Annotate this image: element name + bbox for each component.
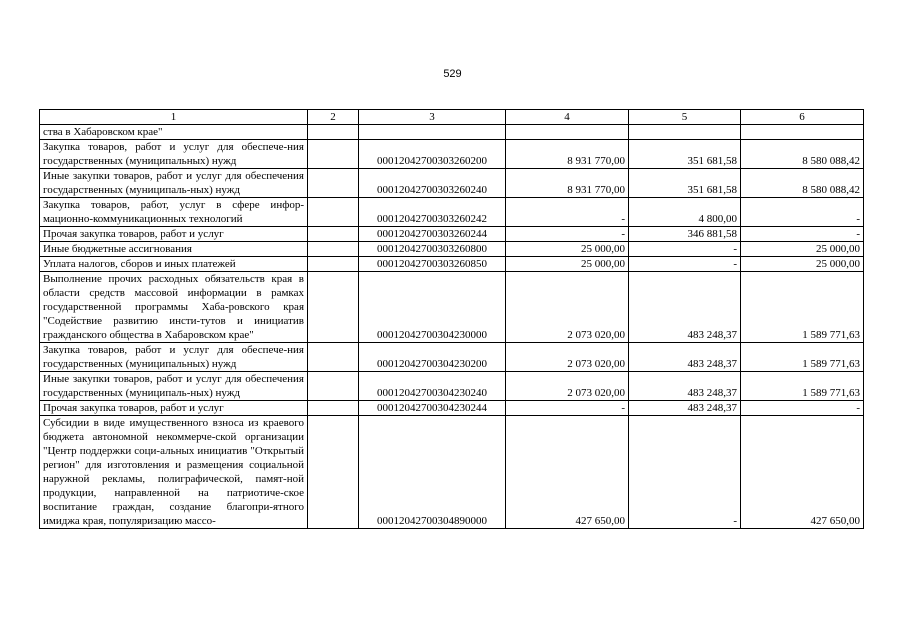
- row-code-cell: 00012042700303260200: [359, 140, 506, 169]
- page-number: 529: [443, 68, 462, 80]
- row-col2-cell: [308, 140, 359, 169]
- row-col2-cell: [308, 198, 359, 227]
- column-header-3: 3: [359, 110, 506, 125]
- row-value-4-cell: 25 000,00: [506, 257, 629, 272]
- row-name-cell: ства в Хабаровском крае": [40, 125, 308, 140]
- row-value-4-cell: 8 931 770,00: [506, 140, 629, 169]
- row-name-cell: Прочая закупка товаров, работ и услуг: [40, 401, 308, 416]
- row-value-6-cell: [741, 125, 864, 140]
- row-col2-cell: [308, 401, 359, 416]
- table-row: [40, 343, 864, 372]
- table-row: [40, 198, 864, 227]
- row-value-4-cell: -: [506, 227, 629, 242]
- row-col2-cell: [308, 416, 359, 529]
- table-row: [40, 227, 864, 242]
- table-row: [40, 125, 864, 140]
- row-col2-cell: [308, 125, 359, 140]
- row-value-4-cell: 2 073 020,00: [506, 272, 629, 343]
- row-value-5-cell: 483 248,37: [629, 401, 741, 416]
- row-value-5-cell: -: [629, 257, 741, 272]
- row-value-4-cell: 8 931 770,00: [506, 169, 629, 198]
- row-value-4-cell: 25 000,00: [506, 242, 629, 257]
- table-row: [40, 257, 864, 272]
- row-name-cell: Субсидии в виде имущественного взноса из краевого бюджета автономной некоммерче-ской организации "Центр поддержки соци-альных инициатив "Открытый регион" для изготовления и размещения социальной наружной рекламы, полиграфической, памят-ной продукции, направленной на патриотиче-ское воспитание граждан, создание благопри-ятного имиджа края, популяризацию массо-: [40, 416, 308, 529]
- row-value-4-cell: -: [506, 401, 629, 416]
- row-value-6-cell: 1 589 771,63: [741, 343, 864, 372]
- table-body: [40, 125, 864, 529]
- row-value-5-cell: [629, 125, 741, 140]
- row-code-cell: 00012042700304890000: [359, 416, 506, 529]
- row-value-5-cell: 346 881,58: [629, 227, 741, 242]
- row-value-6-cell: 1 589 771,63: [741, 372, 864, 401]
- row-value-5-cell: 351 681,58: [629, 169, 741, 198]
- row-value-6-cell: -: [741, 227, 864, 242]
- row-value-4-cell: 2 073 020,00: [506, 343, 629, 372]
- row-col2-cell: [308, 372, 359, 401]
- row-value-6-cell: -: [741, 401, 864, 416]
- row-name-cell: Закупка товаров, работ и услуг для обеспече-ния государственных (муниципальных) нужд: [40, 140, 308, 169]
- table-row: [40, 140, 864, 169]
- row-value-5-cell: 4 800,00: [629, 198, 741, 227]
- column-header-4: 4: [506, 110, 629, 125]
- row-value-6-cell: 427 650,00: [741, 416, 864, 529]
- row-value-6-cell: 25 000,00: [741, 242, 864, 257]
- row-code-cell: 00012042700304230244: [359, 401, 506, 416]
- row-value-5-cell: 483 248,37: [629, 343, 741, 372]
- row-code-cell: 00012042700304230200: [359, 343, 506, 372]
- row-code-cell: 00012042700303260800: [359, 242, 506, 257]
- row-value-6-cell: 8 580 088,42: [741, 140, 864, 169]
- row-value-4-cell: 427 650,00: [506, 416, 629, 529]
- row-code-cell: 00012042700303260850: [359, 257, 506, 272]
- row-col2-cell: [308, 242, 359, 257]
- row-name-cell: Иные бюджетные ассигнования: [40, 242, 308, 257]
- row-col2-cell: [308, 169, 359, 198]
- row-col2-cell: [308, 343, 359, 372]
- row-name-cell: Иные закупки товаров, работ и услуг для обеспечения государственных (муниципаль-ных) нужд: [40, 169, 308, 198]
- row-value-4-cell: 2 073 020,00: [506, 372, 629, 401]
- row-name-cell: Выполнение прочих расходных обязательств края в области средств массовой информации в рамках государственной программы Хаба-ровского края "Содействие развитию инсти-тутов и инициатив гражданского общества в Хабаровском крае": [40, 272, 308, 343]
- row-code-cell: 00012042700303260244: [359, 227, 506, 242]
- budget-table: [39, 109, 864, 529]
- row-value-5-cell: -: [629, 416, 741, 529]
- header-row: [40, 110, 864, 125]
- row-code-cell: 00012042700304230240: [359, 372, 506, 401]
- row-name-cell: Иные закупки товаров, работ и услуг для обеспечения государственных (муниципаль-ных) нужд: [40, 372, 308, 401]
- column-header-5: 5: [629, 110, 741, 125]
- row-value-5-cell: 483 248,37: [629, 272, 741, 343]
- row-name-cell: Закупка товаров, работ и услуг для обеспече-ния государственных (муниципальных) нужд: [40, 343, 308, 372]
- table-row: [40, 372, 864, 401]
- column-header-1: 1: [40, 110, 308, 125]
- row-col2-cell: [308, 272, 359, 343]
- row-value-5-cell: 351 681,58: [629, 140, 741, 169]
- row-col2-cell: [308, 257, 359, 272]
- row-code-cell: [359, 125, 506, 140]
- row-name-cell: Уплата налогов, сборов и иных платежей: [40, 257, 308, 272]
- table-row: [40, 401, 864, 416]
- row-value-5-cell: -: [629, 242, 741, 257]
- row-value-4-cell: [506, 125, 629, 140]
- column-header-2: 2: [308, 110, 359, 125]
- row-name-cell: Прочая закупка товаров, работ и услуг: [40, 227, 308, 242]
- row-value-6-cell: -: [741, 198, 864, 227]
- row-code-cell: 00012042700304230000: [359, 272, 506, 343]
- row-name-cell: Закупка товаров, работ, услуг в сфере инфор-мационно-коммуникационных технологий: [40, 198, 308, 227]
- table-row: [40, 272, 864, 343]
- table-row: [40, 242, 864, 257]
- row-value-5-cell: 483 248,37: [629, 372, 741, 401]
- row-value-6-cell: 25 000,00: [741, 257, 864, 272]
- row-code-cell: 00012042700303260240: [359, 169, 506, 198]
- row-value-4-cell: -: [506, 198, 629, 227]
- table-row: [40, 416, 864, 529]
- row-value-6-cell: 1 589 771,63: [741, 272, 864, 343]
- column-header-6: 6: [741, 110, 864, 125]
- row-col2-cell: [308, 227, 359, 242]
- row-value-6-cell: 8 580 088,42: [741, 169, 864, 198]
- row-code-cell: 00012042700303260242: [359, 198, 506, 227]
- table-row: [40, 169, 864, 198]
